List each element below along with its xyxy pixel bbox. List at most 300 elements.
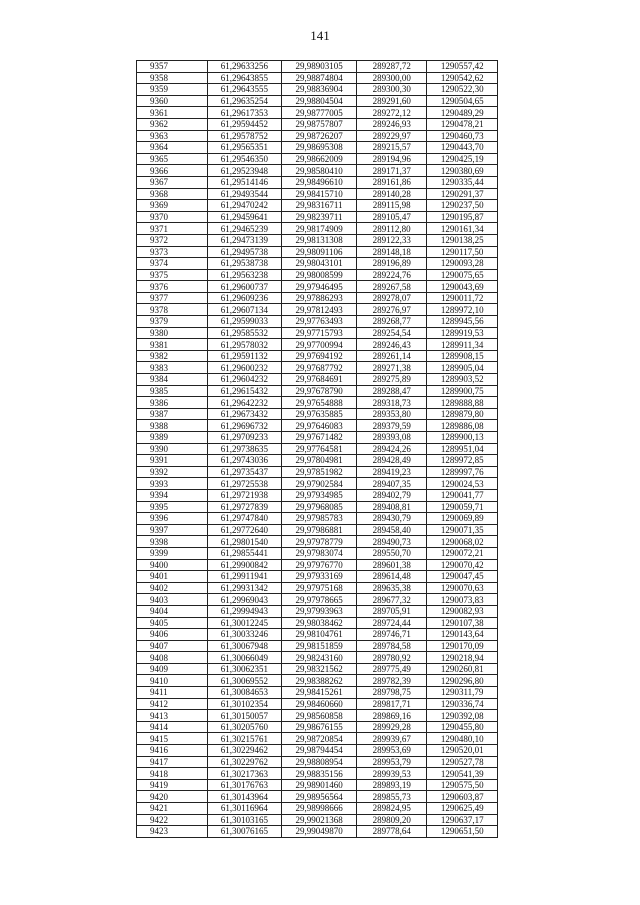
- point-number-cell: 9411: [137, 687, 208, 699]
- latitude-cell: 61,29633256: [207, 61, 282, 73]
- table-row: [137, 663, 498, 675]
- point-number-cell: 9359: [137, 84, 208, 96]
- point-number-cell: 9423: [137, 826, 208, 838]
- y-coordinate-cell: 1290047,45: [427, 571, 498, 583]
- x-coordinate-cell: 289939,67: [356, 733, 427, 745]
- table-row: [137, 385, 498, 397]
- longitude-cell: 29,97694192: [282, 350, 357, 362]
- x-coordinate-cell: 289353,80: [356, 408, 427, 420]
- latitude-cell: 61,30205760: [207, 721, 282, 733]
- table-row: [137, 304, 498, 316]
- y-coordinate-cell: 1290489,29: [427, 107, 498, 119]
- x-coordinate-cell: 289300,00: [356, 72, 427, 84]
- longitude-cell: 29,97654888: [282, 397, 357, 409]
- latitude-cell: 61,30176763: [207, 779, 282, 791]
- y-coordinate-cell: 1290311,79: [427, 687, 498, 699]
- latitude-cell: 61,29599033: [207, 316, 282, 328]
- latitude-cell: 61,29615432: [207, 385, 282, 397]
- table-row: [137, 768, 498, 780]
- point-number-cell: 9417: [137, 756, 208, 768]
- point-number-cell: 9409: [137, 663, 208, 675]
- latitude-cell: 61,29743036: [207, 455, 282, 467]
- point-number-cell: 9396: [137, 513, 208, 525]
- x-coordinate-cell: 289614,48: [356, 571, 427, 583]
- latitude-cell: 61,29721938: [207, 489, 282, 501]
- point-number-cell: 9406: [137, 629, 208, 641]
- table-row: [137, 142, 498, 154]
- latitude-cell: 61,29514146: [207, 176, 282, 188]
- latitude-cell: 61,29617353: [207, 107, 282, 119]
- y-coordinate-cell: 1290237,50: [427, 200, 498, 212]
- y-coordinate-cell: 1290070,42: [427, 559, 498, 571]
- y-coordinate-cell: 1290059,71: [427, 501, 498, 513]
- point-number-cell: 9405: [137, 617, 208, 629]
- x-coordinate-cell: 289271,38: [356, 362, 427, 374]
- x-coordinate-cell: 289775,49: [356, 663, 427, 675]
- y-coordinate-cell: 1290460,73: [427, 130, 498, 142]
- point-number-cell: 9399: [137, 547, 208, 559]
- latitude-cell: 61,29911941: [207, 571, 282, 583]
- point-number-cell: 9397: [137, 524, 208, 536]
- y-coordinate-cell: 1290043,69: [427, 281, 498, 293]
- x-coordinate-cell: 289430,79: [356, 513, 427, 525]
- longitude-cell: 29,98008599: [282, 269, 357, 281]
- point-number-cell: 9366: [137, 165, 208, 177]
- table-row: [137, 513, 498, 525]
- x-coordinate-cell: 289490,73: [356, 536, 427, 548]
- longitude-cell: 29,97968085: [282, 501, 357, 513]
- table-row: [137, 408, 498, 420]
- longitude-cell: 29,97763493: [282, 316, 357, 328]
- y-coordinate-cell: 1290575,50: [427, 779, 498, 791]
- longitude-cell: 29,98757807: [282, 118, 357, 130]
- table-row: [137, 455, 498, 467]
- y-coordinate-cell: 1289900,13: [427, 432, 498, 444]
- latitude-cell: 61,30229762: [207, 756, 282, 768]
- table-row: [137, 582, 498, 594]
- latitude-cell: 61,30069552: [207, 675, 282, 687]
- x-coordinate-cell: 289272,12: [356, 107, 427, 119]
- table-row: [137, 397, 498, 409]
- point-number-cell: 9377: [137, 292, 208, 304]
- table-row: [137, 95, 498, 107]
- x-coordinate-cell: 289939,53: [356, 768, 427, 780]
- latitude-cell: 61,29600232: [207, 362, 282, 374]
- longitude-cell: 29,98836904: [282, 84, 357, 96]
- y-coordinate-cell: 1290138,25: [427, 234, 498, 246]
- x-coordinate-cell: 289780,92: [356, 652, 427, 664]
- point-number-cell: 9357: [137, 61, 208, 73]
- latitude-cell: 61,29994943: [207, 605, 282, 617]
- latitude-cell: 61,29565351: [207, 142, 282, 154]
- table-row: [137, 339, 498, 351]
- y-coordinate-cell: 1289905,04: [427, 362, 498, 374]
- table-row: [137, 779, 498, 791]
- latitude-cell: 61,30067948: [207, 640, 282, 652]
- y-coordinate-cell: 1289908,15: [427, 350, 498, 362]
- x-coordinate-cell: 289276,97: [356, 304, 427, 316]
- point-number-cell: 9379: [137, 316, 208, 328]
- x-coordinate-cell: 289929,28: [356, 721, 427, 733]
- point-number-cell: 9418: [137, 768, 208, 780]
- longitude-cell: 29,98874804: [282, 72, 357, 84]
- longitude-cell: 29,97985783: [282, 513, 357, 525]
- x-coordinate-cell: 289105,47: [356, 211, 427, 223]
- longitude-cell: 29,97687792: [282, 362, 357, 374]
- point-number-cell: 9415: [137, 733, 208, 745]
- x-coordinate-cell: 289196,89: [356, 258, 427, 270]
- y-coordinate-cell: 1290478,21: [427, 118, 498, 130]
- point-number-cell: 9387: [137, 408, 208, 420]
- table-row: [137, 165, 498, 177]
- x-coordinate-cell: 289254,54: [356, 327, 427, 339]
- x-coordinate-cell: 289953,69: [356, 745, 427, 757]
- table-row: [137, 443, 498, 455]
- latitude-cell: 61,29538738: [207, 258, 282, 270]
- y-coordinate-cell: 1290541,39: [427, 768, 498, 780]
- longitude-cell: 29,97812493: [282, 304, 357, 316]
- point-number-cell: 9371: [137, 223, 208, 235]
- table-row: [137, 745, 498, 757]
- latitude-cell: 61,29735437: [207, 466, 282, 478]
- longitude-cell: 29,98777005: [282, 107, 357, 119]
- x-coordinate-cell: 289291,60: [356, 95, 427, 107]
- point-number-cell: 9388: [137, 420, 208, 432]
- x-coordinate-cell: 289261,14: [356, 350, 427, 362]
- x-coordinate-cell: 289215,57: [356, 142, 427, 154]
- point-number-cell: 9386: [137, 397, 208, 409]
- latitude-cell: 61,29969043: [207, 594, 282, 606]
- longitude-cell: 29,98676155: [282, 721, 357, 733]
- longitude-cell: 29,97671482: [282, 432, 357, 444]
- y-coordinate-cell: 1289997,76: [427, 466, 498, 478]
- longitude-cell: 29,97715793: [282, 327, 357, 339]
- longitude-cell: 29,97986881: [282, 524, 357, 536]
- point-number-cell: 9375: [137, 269, 208, 281]
- longitude-cell: 29,97678790: [282, 385, 357, 397]
- point-number-cell: 9380: [137, 327, 208, 339]
- table-row: [137, 687, 498, 699]
- longitude-cell: 29,98460660: [282, 698, 357, 710]
- latitude-cell: 61,29747840: [207, 513, 282, 525]
- latitude-cell: 61,29900842: [207, 559, 282, 571]
- table-row: [137, 559, 498, 571]
- table-row: [137, 269, 498, 281]
- y-coordinate-cell: 1290041,77: [427, 489, 498, 501]
- longitude-cell: 29,98321562: [282, 663, 357, 675]
- x-coordinate-cell: 289224,76: [356, 269, 427, 281]
- point-number-cell: 9410: [137, 675, 208, 687]
- point-number-cell: 9392: [137, 466, 208, 478]
- longitude-cell: 29,98038462: [282, 617, 357, 629]
- table-row: [137, 756, 498, 768]
- latitude-cell: 61,30150057: [207, 710, 282, 722]
- table-row: [137, 721, 498, 733]
- latitude-cell: 61,29604232: [207, 374, 282, 386]
- longitude-cell: 29,98174909: [282, 223, 357, 235]
- x-coordinate-cell: 289778,64: [356, 826, 427, 838]
- y-coordinate-cell: 1289888,88: [427, 397, 498, 409]
- x-coordinate-cell: 289115,98: [356, 200, 427, 212]
- latitude-cell: 61,30076165: [207, 826, 282, 838]
- point-number-cell: 9393: [137, 478, 208, 490]
- longitude-cell: 29,98903105: [282, 61, 357, 73]
- point-number-cell: 9421: [137, 803, 208, 815]
- x-coordinate-cell: 289869,16: [356, 710, 427, 722]
- y-coordinate-cell: 1290392,08: [427, 710, 498, 722]
- table-row: [137, 188, 498, 200]
- point-number-cell: 9361: [137, 107, 208, 119]
- y-coordinate-cell: 1290024,53: [427, 478, 498, 490]
- latitude-cell: 61,30102354: [207, 698, 282, 710]
- longitude-cell: 29,97978665: [282, 594, 357, 606]
- longitude-cell: 29,98104761: [282, 629, 357, 641]
- point-number-cell: 9384: [137, 374, 208, 386]
- longitude-cell: 29,98043101: [282, 258, 357, 270]
- table-row: [137, 478, 498, 490]
- longitude-cell: 29,98388262: [282, 675, 357, 687]
- longitude-cell: 29,99049870: [282, 826, 357, 838]
- y-coordinate-cell: 1289951,04: [427, 443, 498, 455]
- latitude-cell: 61,29643855: [207, 72, 282, 84]
- y-coordinate-cell: 1290455,80: [427, 721, 498, 733]
- y-coordinate-cell: 1290603,87: [427, 791, 498, 803]
- x-coordinate-cell: 289318,73: [356, 397, 427, 409]
- x-coordinate-cell: 289287,72: [356, 61, 427, 73]
- y-coordinate-cell: 1290218,94: [427, 652, 498, 664]
- point-number-cell: 9367: [137, 176, 208, 188]
- longitude-cell: 29,97933169: [282, 571, 357, 583]
- y-coordinate-cell: 1289972,85: [427, 455, 498, 467]
- table-row: [137, 61, 498, 73]
- point-number-cell: 9374: [137, 258, 208, 270]
- longitude-cell: 29,97946495: [282, 281, 357, 293]
- longitude-cell: 29,98415710: [282, 188, 357, 200]
- longitude-cell: 29,97700994: [282, 339, 357, 351]
- longitude-cell: 29,98151859: [282, 640, 357, 652]
- longitude-cell: 29,98131308: [282, 234, 357, 246]
- x-coordinate-cell: 289817,71: [356, 698, 427, 710]
- latitude-cell: 61,30066049: [207, 652, 282, 664]
- x-coordinate-cell: 289161,86: [356, 176, 427, 188]
- latitude-cell: 61,29563238: [207, 269, 282, 281]
- table-row: [137, 130, 498, 142]
- latitude-cell: 61,29709233: [207, 432, 282, 444]
- y-coordinate-cell: 1290504,65: [427, 95, 498, 107]
- latitude-cell: 61,29493544: [207, 188, 282, 200]
- y-coordinate-cell: 1290069,89: [427, 513, 498, 525]
- table-row: [137, 234, 498, 246]
- longitude-cell: 29,97975168: [282, 582, 357, 594]
- x-coordinate-cell: 289458,40: [356, 524, 427, 536]
- table-row: [137, 826, 498, 838]
- latitude-cell: 61,29673432: [207, 408, 282, 420]
- x-coordinate-cell: 289267,58: [356, 281, 427, 293]
- point-number-cell: 9408: [137, 652, 208, 664]
- point-number-cell: 9376: [137, 281, 208, 293]
- latitude-cell: 61,30215761: [207, 733, 282, 745]
- y-coordinate-cell: 1290117,50: [427, 246, 498, 258]
- x-coordinate-cell: 289407,35: [356, 478, 427, 490]
- x-coordinate-cell: 289194,96: [356, 153, 427, 165]
- x-coordinate-cell: 289122,33: [356, 234, 427, 246]
- table-row: [137, 84, 498, 96]
- point-number-cell: 9400: [137, 559, 208, 571]
- longitude-cell: 29,98998666: [282, 803, 357, 815]
- y-coordinate-cell: 1290075,65: [427, 269, 498, 281]
- x-coordinate-cell: 289782,39: [356, 675, 427, 687]
- table-row: [137, 547, 498, 559]
- y-coordinate-cell: 1290557,42: [427, 61, 498, 73]
- point-number-cell: 9360: [137, 95, 208, 107]
- y-coordinate-cell: 1290291,37: [427, 188, 498, 200]
- point-number-cell: 9404: [137, 605, 208, 617]
- table-row: [137, 536, 498, 548]
- x-coordinate-cell: 289268,77: [356, 316, 427, 328]
- y-coordinate-cell: 1290143,64: [427, 629, 498, 641]
- table-row: [137, 605, 498, 617]
- point-number-cell: 9416: [137, 745, 208, 757]
- x-coordinate-cell: 289393,08: [356, 432, 427, 444]
- table-row: [137, 176, 498, 188]
- y-coordinate-cell: 1290011,72: [427, 292, 498, 304]
- x-coordinate-cell: 289112,80: [356, 223, 427, 235]
- table-row: [137, 258, 498, 270]
- latitude-cell: 61,30116964: [207, 803, 282, 815]
- point-number-cell: 9422: [137, 814, 208, 826]
- y-coordinate-cell: 1290072,21: [427, 547, 498, 559]
- x-coordinate-cell: 289798,75: [356, 687, 427, 699]
- latitude-cell: 61,29465239: [207, 223, 282, 235]
- x-coordinate-cell: 289148,18: [356, 246, 427, 258]
- longitude-cell: 29,97886293: [282, 292, 357, 304]
- point-number-cell: 9391: [137, 455, 208, 467]
- latitude-cell: 61,30217363: [207, 768, 282, 780]
- y-coordinate-cell: 1289903,52: [427, 374, 498, 386]
- latitude-cell: 61,29931342: [207, 582, 282, 594]
- point-number-cell: 9372: [137, 234, 208, 246]
- longitude-cell: 29,98560858: [282, 710, 357, 722]
- latitude-cell: 61,29607134: [207, 304, 282, 316]
- point-number-cell: 9412: [137, 698, 208, 710]
- latitude-cell: 61,29600737: [207, 281, 282, 293]
- x-coordinate-cell: 289550,70: [356, 547, 427, 559]
- latitude-cell: 61,29801540: [207, 536, 282, 548]
- latitude-cell: 61,29855441: [207, 547, 282, 559]
- latitude-cell: 61,29578752: [207, 130, 282, 142]
- table-row: [137, 281, 498, 293]
- y-coordinate-cell: 1290380,69: [427, 165, 498, 177]
- point-number-cell: 9385: [137, 385, 208, 397]
- table-row: [137, 489, 498, 501]
- x-coordinate-cell: 289724,44: [356, 617, 427, 629]
- y-coordinate-cell: 1290161,34: [427, 223, 498, 235]
- longitude-cell: 29,98804504: [282, 95, 357, 107]
- x-coordinate-cell: 289677,32: [356, 594, 427, 606]
- x-coordinate-cell: 289424,26: [356, 443, 427, 455]
- page-number: 141: [310, 28, 330, 43]
- latitude-cell: 61,29643555: [207, 84, 282, 96]
- x-coordinate-cell: 289246,43: [356, 339, 427, 351]
- y-coordinate-cell: 1290296,80: [427, 675, 498, 687]
- point-number-cell: 9378: [137, 304, 208, 316]
- y-coordinate-cell: 1289919,53: [427, 327, 498, 339]
- table-row: [137, 640, 498, 652]
- x-coordinate-cell: 289809,20: [356, 814, 427, 826]
- table-row: [137, 571, 498, 583]
- point-number-cell: 9370: [137, 211, 208, 223]
- y-coordinate-cell: 1290170,09: [427, 640, 498, 652]
- table-row: [137, 362, 498, 374]
- table-row: [137, 432, 498, 444]
- x-coordinate-cell: 289140,28: [356, 188, 427, 200]
- y-coordinate-cell: 1290071,35: [427, 524, 498, 536]
- longitude-cell: 29,97902584: [282, 478, 357, 490]
- table-row: [137, 292, 498, 304]
- table-row: [137, 733, 498, 745]
- table-row: [137, 791, 498, 803]
- x-coordinate-cell: 289855,73: [356, 791, 427, 803]
- point-number-cell: 9407: [137, 640, 208, 652]
- table-row: [137, 652, 498, 664]
- longitude-cell: 29,98091106: [282, 246, 357, 258]
- latitude-cell: 61,29495738: [207, 246, 282, 258]
- point-number-cell: 9414: [137, 721, 208, 733]
- y-coordinate-cell: 1290443,70: [427, 142, 498, 154]
- longitude-cell: 29,98956564: [282, 791, 357, 803]
- table-row: [137, 710, 498, 722]
- y-coordinate-cell: 1289972,10: [427, 304, 498, 316]
- point-number-cell: 9364: [137, 142, 208, 154]
- table-row: [137, 420, 498, 432]
- latitude-cell: 61,29546350: [207, 153, 282, 165]
- point-number-cell: 9362: [137, 118, 208, 130]
- y-coordinate-cell: 1289945,56: [427, 316, 498, 328]
- point-number-cell: 9419: [137, 779, 208, 791]
- longitude-cell: 29,97804981: [282, 455, 357, 467]
- latitude-cell: 61,29594452: [207, 118, 282, 130]
- longitude-cell: 29,98901460: [282, 779, 357, 791]
- point-number-cell: 9413: [137, 710, 208, 722]
- table-row: [137, 327, 498, 339]
- latitude-cell: 61,29635254: [207, 95, 282, 107]
- longitude-cell: 29,98316711: [282, 200, 357, 212]
- point-number-cell: 9365: [137, 153, 208, 165]
- table-row: [137, 803, 498, 815]
- table-row: [137, 72, 498, 84]
- y-coordinate-cell: 1290068,02: [427, 536, 498, 548]
- x-coordinate-cell: 289300,30: [356, 84, 427, 96]
- x-coordinate-cell: 289705,91: [356, 605, 427, 617]
- longitude-cell: 29,98243160: [282, 652, 357, 664]
- y-coordinate-cell: 1290073,83: [427, 594, 498, 606]
- y-coordinate-cell: 1290070,63: [427, 582, 498, 594]
- latitude-cell: 61,29523948: [207, 165, 282, 177]
- longitude-cell: 29,97976770: [282, 559, 357, 571]
- latitude-cell: 61,29591132: [207, 350, 282, 362]
- longitude-cell: 29,98496610: [282, 176, 357, 188]
- y-coordinate-cell: 1290260,81: [427, 663, 498, 675]
- longitude-cell: 29,97684691: [282, 374, 357, 386]
- x-coordinate-cell: 289784,58: [356, 640, 427, 652]
- longitude-cell: 29,97934985: [282, 489, 357, 501]
- point-number-cell: 9383: [137, 362, 208, 374]
- longitude-cell: 29,97978779: [282, 536, 357, 548]
- table-row: [137, 223, 498, 235]
- latitude-cell: 61,29725538: [207, 478, 282, 490]
- point-number-cell: 9394: [137, 489, 208, 501]
- table-row: [137, 698, 498, 710]
